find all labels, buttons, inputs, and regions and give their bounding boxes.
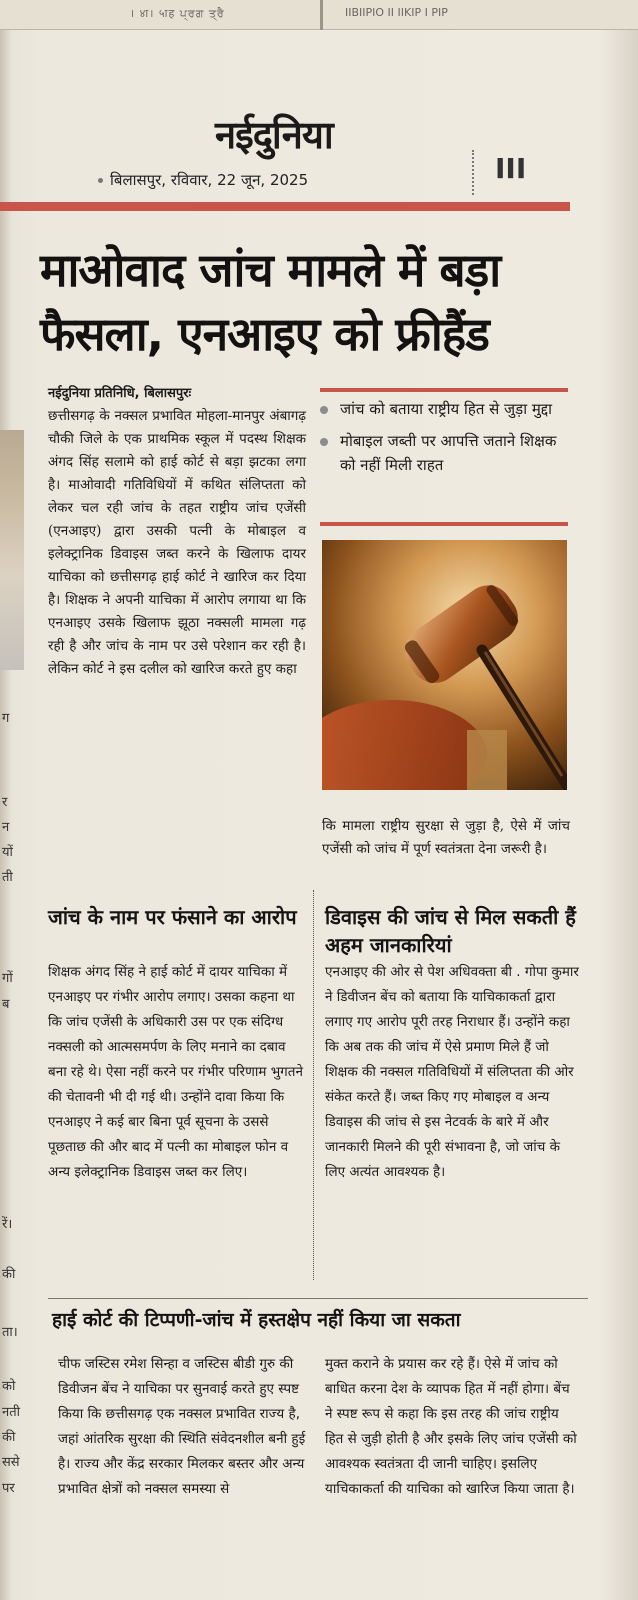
column-divider [313, 890, 314, 1280]
margin-fragment: की [2, 1430, 16, 1445]
gavel-photo [322, 540, 567, 790]
byline: नईदुनिया प्रतिनिधि, बिलासपुरः [48, 386, 192, 401]
header-red-rule [0, 202, 570, 211]
highlights-top-rule [320, 388, 568, 392]
page-number: III [495, 152, 527, 185]
margin-fragment: गों [2, 971, 13, 986]
adjacent-column-fragments [0, 430, 24, 1600]
headline: माओवाद जांच मामले में बड़ा फैसला, एनआइए को फ्रीहैंड [40, 243, 501, 361]
section-heading-allegation: जांच के नाम पर फंसाने का आरोप [48, 905, 297, 929]
gavel-illustration [322, 540, 567, 790]
margin-fragment: को [2, 1379, 16, 1394]
section-text-devices: एनआइए की ओर से पेश अधिवक्ता बी . गोपा कुमार ने डिवीजन बेंच को बताया कि याचिकाकर्ता द्वारा लगाए गए आरोप पूरी तरह निराधार हैं। उन्होंने कहा कि अब तक की जांच में ऐसे प्रमाण मिले हैं जो शिक्षक की नक्सल गतिविधियों में संलिप्तता की ओर संकेत करते हैं। जब्त किए गए मोबाइल व अन्य डिवाइस की जांच से इस नेटवर्क के बारे में और जानकारी मिलने की पूरी संभावना है, जो जांच के लिए अत्यंत आवश्यक है। [325, 964, 579, 1180]
dateline: बिलासपुर, रविवार, 22 जून, 2025 [110, 171, 309, 189]
dateline-bullet-icon [98, 178, 103, 183]
margin-fragment: यों [2, 845, 13, 860]
margin-fragment: नती [2, 1405, 20, 1420]
margin-fragment: ग [2, 711, 10, 726]
section-text-court-right: मुक्त कराने के प्रयास कर रहे हैं। ऐसे में जांच को बाधित करना देश के व्यापक हित में नहीं होगा। बेंच ने स्पष्ट रूप से कहा कि इस तरह की जांच राष्ट्रीय हित से जुड़ी होती है और इसके लिए जांच एजेंसी को आवश्यक स्वतंत्रता दी जानी चाहिए। इसलिए याचिकाकर्ता की याचिका को खारिज किया जाता है। [325, 1356, 577, 1497]
strip-text-right: ΙΙΒΙΙΡΙΟ ΙΙ ΙΙΚΙΡ Ι ΡΙΡ [345, 6, 448, 19]
section-heading-devices: डिवाइस की जांच से मिल सकती हैं अहम जानकारियां [325, 905, 576, 957]
highlight-item [318, 429, 568, 477]
highlights-box [318, 397, 568, 485]
previous-page-strip [0, 0, 638, 30]
bullet-icon [320, 406, 328, 414]
strip-divider [320, 0, 323, 30]
margin-fragment: ती [2, 870, 13, 885]
margin-fragment: की [2, 1267, 16, 1282]
highlights-bottom-rule [320, 522, 568, 526]
section-divider [48, 1298, 588, 1299]
section-heading-court-remark: हाई कोर्ट की टिप्पणी-जांच में हस्तक्षेप नहीं किया जा सकता [52, 1309, 461, 1331]
continued-paragraph: कि मामला राष्ट्रीय सुरक्षा से जुड़ा है, ऐसे में जांच एजेंसी को जांच में पूर्ण स्वतंत्रता देना जरूरी है। [322, 818, 570, 857]
section-text-court-left: चीफ जस्टिस रमेश सिन्हा व जस्टिस बीडी गुरु की डिवीजन बेंच ने याचिका पर सुनवाई करते हुए स्पष्ट किया कि छत्तीसगढ़ एक नक्सल प्रभावित राज्य है, जहां आंतरिक सुरक्षा की स्थिति संवेदनशील बनी हुई है। राज्य और केंद्र सरकार मिलकर बस्तर और अन्य प्रभावित क्षेत्रों को नक्सल समस्या से [58, 1356, 306, 1497]
dotted-divider [472, 150, 474, 195]
margin-fragment: न [2, 820, 10, 835]
bullet-icon [320, 438, 328, 446]
strip-text-left: । ४ा। ५ाह ਪ੍ਰਗ ਤ੍ਰੈ [130, 7, 225, 20]
newspaper-masthead: नईदुनिया [215, 113, 333, 157]
section-text-allegation: शिक्षक अंगद सिंह ने हाई कोर्ट में दायर याचिका में एनआइए पर गंभीर आरोप लगाए। उसका कहना था कि जांच एजेंसी के अधिकारी उस पर एक संदिग्ध नक्सली को आत्मसमर्पण के लिए मनाने का दबाव बना रहे थे। ऐसा नहीं करने पर गंभीर परिणाम भुगतने की चेतावनी भी दी गई थी। उन्होंने दावा किया कि एनआइए ने कई बार बिना पूर्व सूचना के उससे पूछताछ की और बाद में पत्नी का मोबाइल फोन व अन्य इलेक्ट्रानिक डिवाइस जब्त कर लिए। [48, 964, 303, 1180]
highlight-item [318, 397, 568, 421]
margin-fragment: ता। [2, 1325, 18, 1340]
lead-paragraph: छत्तीसगढ़ के नक्सल प्रभावित मोहला-मानपुर अंबागढ़ चौकी जिले के एक प्राथमिक स्कूल में पदस्थ शिक्षक अंगद सिंह सलामे को हाई कोर्ट से बड़ा झटका लगा है। माओवादी गतिविधियों में कथित संलिप्तता को लेकर चल रही जांच के तहत राष्ट्रीय जांच एजेंसी (एनआइए) द्वारा उसकी पत्नी के मोबाइल व इलेक्ट्रानिक डिवाइस जब्त करने के खिलाफ दायर याचिका को छत्तीसगढ़ हाई कोर्ट ने खारिज कर दिया है। शिक्षक ने अपनी याचिका में आरोप लगाया था कि एनआइए उसके खिलाफ झूठा नक्सली मामला गढ़ रही है और जांच के नाम पर उसे परेशान कर रही है। लेकिन कोर्ट ने इस दलील को खारिज करते हुए कहा [48, 408, 306, 677]
margin-fragment: ब [2, 997, 10, 1012]
margin-fragment: र [2, 795, 8, 810]
margin-fragment: पर [2, 1481, 15, 1496]
margin-fragment: रें। [2, 1217, 13, 1232]
margin-fragment: ससे [2, 1455, 20, 1470]
highlight-text: जांच को बताया राष्ट्रीय हित से जुड़ा मुद्दा [340, 400, 552, 418]
highlight-text: मोबाइल जब्ती पर आपत्ति जताने शिक्षक को नहीं मिली राहत [340, 432, 557, 474]
